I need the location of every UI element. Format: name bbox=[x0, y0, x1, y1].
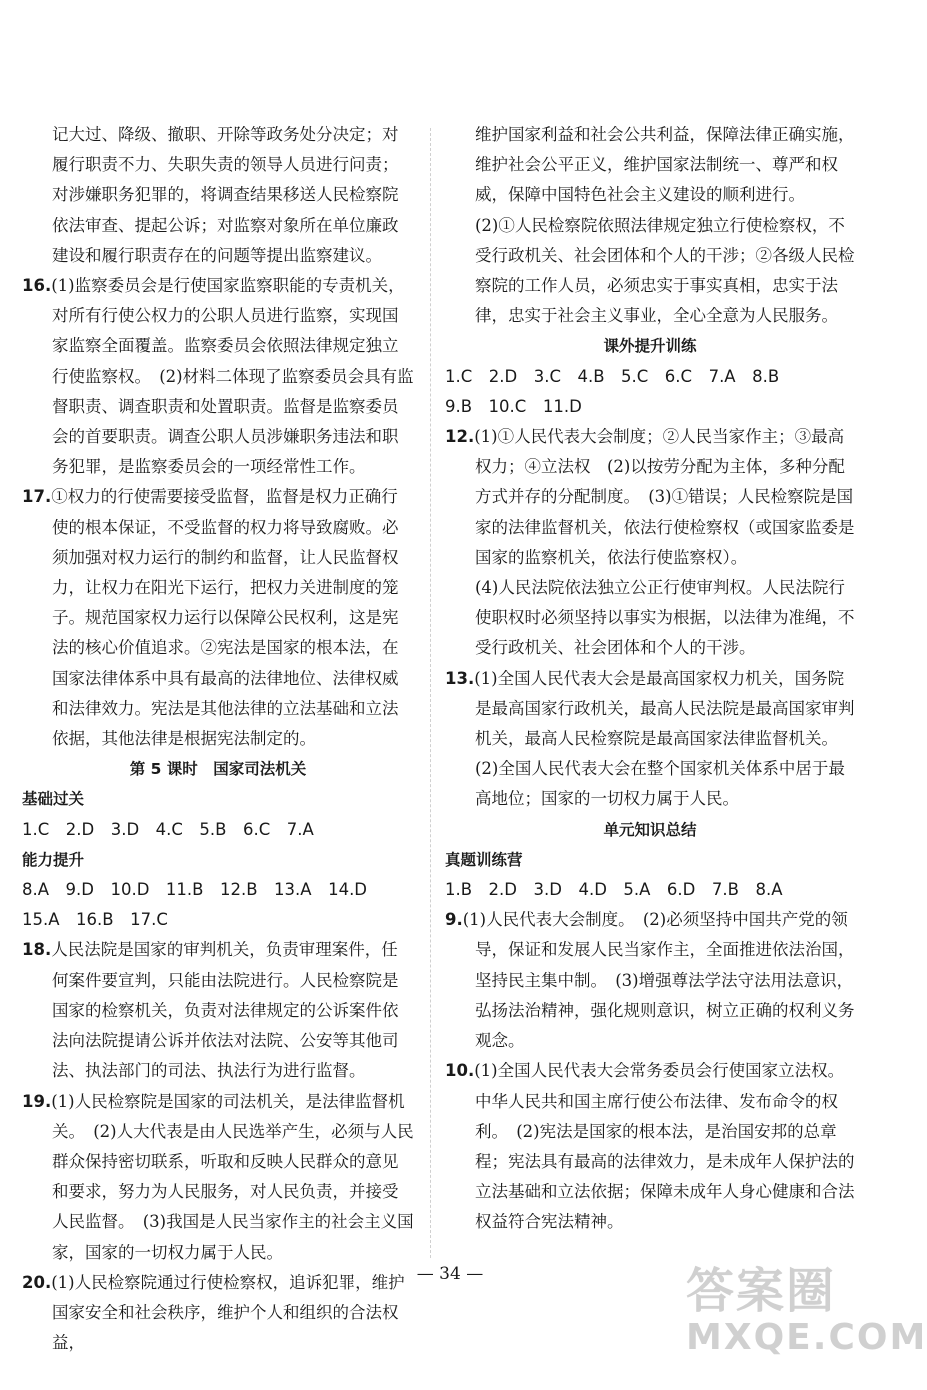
question-answer bbox=[22, 271, 414, 482]
question-number: 12. bbox=[445, 427, 475, 447]
section-title: 单元知识总结 bbox=[603, 820, 697, 839]
question-answer-text: (1)人民检察院通过行使检察权，追诉犯罪，维护国家安全和社会秩序，维护个人和组织的合法权益， bbox=[51, 1272, 405, 1353]
question-answer bbox=[445, 664, 855, 815]
question-answer bbox=[22, 1087, 414, 1268]
watermark-logo bbox=[686, 1252, 927, 1382]
question-answer-text: (1)人民代表大会制度。 (2)必须坚持中国共产党的领导，保证和发展人民当家作主，全面推进依法治国，坚持民主集中制。 (3)增强尊法学法守法用法意识，弘扬法治精神，强化规则意识，树立正确的权利义务观念。 bbox=[462, 910, 855, 1051]
choice-answers: 1.C 2.D 3.C 4.B 5.C 6.C 7.A 8.B bbox=[445, 366, 780, 386]
question-answer bbox=[22, 482, 414, 754]
answer-paragraph: 维护国家利益和社会公共利益，保障法律正确实施，维护社会公平正义，维护国家法制统一、尊严和权威，保障中国特色社会主义建设的顺利进行。 bbox=[475, 125, 855, 205]
question-answer-text: (1)人民检察院是国家的司法机关，是法律监督机关。 (2)人大代表是由人民选举产生，必须与人民群众保持密切联系，听取和反映人民群众的意见和要求，努力为人民服务，对人民负责，并接受人民监督。 (3)我国是人民当家作主的社会主义国家，国家的一切权力属于人民。 bbox=[51, 1091, 414, 1262]
section-title: 课外提升训练 bbox=[603, 337, 697, 356]
section-heading: 能力提升 bbox=[22, 850, 85, 869]
question-answer-text: ①权力的行使需要接受监督，监督是权力正确行使的根本保证，不受监督的权力将导致腐败。必须加强对权力运行的制约和监督，让人民监督权力，让权力在阳光下运行，把权力关进制度的笼子。规范国家权力运行以保障公民权利，这是宪法的核心价值追求。②宪法是国家的根本法，在国家法律体系中具有最高的法律地位、法律权威和法律效力。宪法是其他法律的立法基础和立法依据，其他法律是根据宪法制定的。 bbox=[51, 487, 399, 749]
question-number: 18. bbox=[22, 940, 52, 960]
question-answer bbox=[22, 935, 414, 1086]
question-answer-text: (1)全国人民代表大会常务委员会行使国家立法权。中华人民共和国主席行使公布法律、发布命令的权利。 (2)宪法是国家的根本法，是治国安邦的总章程；宪法具有最高的法律效力，是未成年人保护法的立法基础和立法依据；保障未成年人身心健康和合法权益符合宪法精神。 bbox=[474, 1061, 855, 1232]
question-number: 17. bbox=[22, 487, 52, 507]
answer-paragraph: (2)①人民检察院依照法律规定独立行使检察权，不受行政机关、社会团体和个人的干涉；②各级人民检察院的工作人员，必须忠实于事实真相，忠实于法律，忠实于社会主义事业，全心全意为人民服务。 bbox=[475, 215, 855, 326]
section-title: 第 5 课时 国家司法机关 bbox=[129, 760, 307, 779]
question-answer bbox=[445, 422, 855, 573]
question-number: 16. bbox=[22, 276, 52, 296]
question-answer bbox=[445, 905, 855, 1056]
left-column bbox=[22, 120, 414, 1358]
question-answer-text: 人民法院是国家的审判机关，负责审理案件，任何案件要宣判，只能由法院进行。人民检察院是国家的检察机关，负责对法律规定的公诉案件依法向法院提请公诉并依法对法院、公安等其他司法、执法部门的司法、执法行为进行监督。 bbox=[51, 940, 399, 1081]
question-answer-text: (1)全国人民代表大会是最高国家权力机关，国务院是最高国家行政机关，最高人民法院是最高国家审判机关，最高人民检察院是最高国家法律监督机关。 (2)全国人民代表大会在整个国家机关体系中居于最高地位；国家的一切权力属于人民。 bbox=[474, 668, 855, 809]
question-number: 9. bbox=[445, 910, 463, 930]
watermark-en: MXQE.COM bbox=[686, 1317, 927, 1358]
question-number: 19. bbox=[22, 1091, 52, 1111]
watermark-cn: 答案圈 bbox=[686, 1263, 837, 1319]
question-number: 13. bbox=[445, 668, 475, 688]
choice-answers: 9.B 10.C 11.D bbox=[445, 396, 582, 416]
section-heading: 基础过关 bbox=[22, 790, 85, 809]
question-answer bbox=[445, 1056, 855, 1237]
choice-answers: 1.B 2.D 3.D 4.D 5.A 6.D 7.B 8.A bbox=[445, 880, 783, 900]
column-divider bbox=[430, 128, 431, 1258]
choice-answers: 1.C 2.D 3.D 4.C 5.B 6.C 7.A bbox=[22, 819, 314, 839]
right-column bbox=[445, 120, 855, 1238]
question-number: 10. bbox=[445, 1061, 475, 1081]
choice-answers: 8.A 9.D 10.D 11.B 12.B 13.A 14.D bbox=[22, 880, 368, 900]
section-heading: 真题训练营 bbox=[445, 850, 523, 869]
answer-paragraph: 记大过、降级、撤职、开除等政务处分决定；对履行职责不力、失职失责的领导人员进行问责；对涉嫌职务犯罪的，将调查结果移送人民检察院依法审查、提起公诉；对监察对象所在单位廉政建设和履行职责存在的问题等提出监察建议。 bbox=[52, 125, 399, 265]
question-answer-text: (1)①人民代表大会制度；②人民当家作主；③最高权力；④立法权 (2)以按劳分配为主体，多种分配方式并存的分配制度。 (3)①错误；人民检察院是国家的法律监督机关，依法行使检察权（或国家监委是国家的监察机关，依法行使监察权）。 bbox=[474, 427, 855, 567]
question-number: 20. bbox=[22, 1272, 52, 1292]
question-answer-text: (1)监察委员会是行使国家监察职能的专责机关，对所有行使公权力的公职人员进行监察，实现国家监察全面覆盖。监察委员会依照法律规定独立行使监察权。 (2)材料二体现了监察委员会具有监督职责、调查职责和处置职责。监督是监察委员会的首要职责。调查公职人员涉嫌职务违法和职务犯罪，是监察委员会的一项经常性工作。 bbox=[51, 276, 414, 477]
answer-paragraph: (4)人民法院依法独立公正行使审判权。人民法院行使职权时必须坚持以事实为根据，以法律为准绳，不受行政机关、社会团体和个人的干涉。 bbox=[475, 578, 855, 658]
page-number: — 34 — bbox=[416, 1264, 484, 1284]
choice-answers: 15.A 16.B 17.C bbox=[22, 910, 168, 930]
